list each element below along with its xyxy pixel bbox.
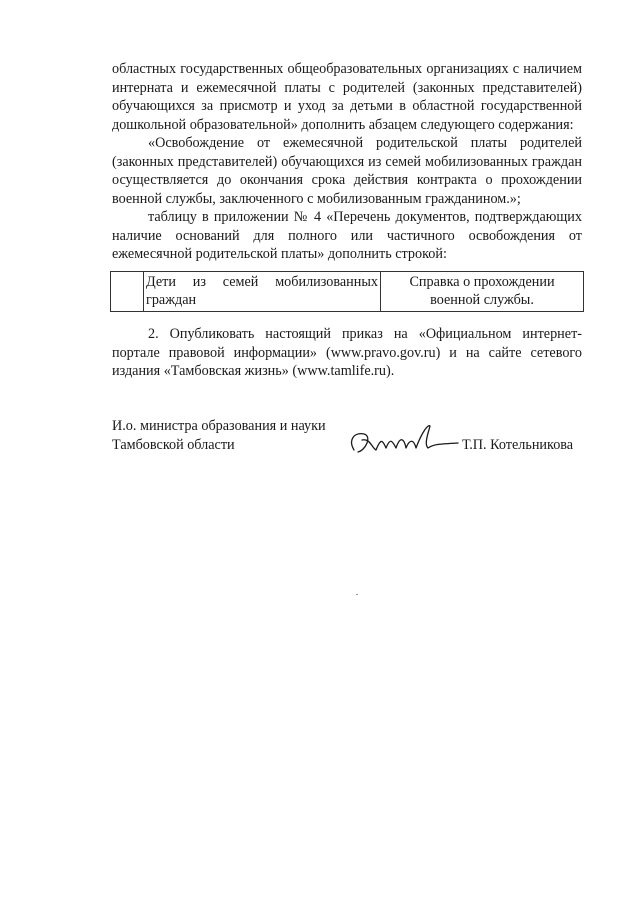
paragraph-exemption-text: «Освобождение от ежемесячной родительской платы родителей (законных представителей) обучающихся из семей мобилизованных граждан осуществляется до окончания срока действия контракта о прохождении военной службы, заключенного с мобилизованным гражданином.»; xyxy=(112,135,582,207)
handwritten-signature xyxy=(340,410,460,460)
amendment-table xyxy=(110,271,584,312)
paragraph-table-amendment: таблицу в приложении № 4 «Перечень документов, подтверждающих наличие оснований для полного или частичного освобождения от ежемесячной родительской платы» дополнить строкой: xyxy=(112,209,582,263)
scan-speck xyxy=(356,594,358,595)
table-row xyxy=(111,272,584,312)
signatory-position-line1: И.о. министра образования и науки xyxy=(112,418,326,434)
table-cell-number xyxy=(111,272,144,312)
paragraph-publication: 2. Опубликовать настоящий приказ на «Официальном интернет-портале правовой информации» (www.pravo.gov.ru) и на сайте сетевого издания «Тамбовская жизнь» (www.tamlife.ru). xyxy=(112,326,582,380)
table-cell-category: Дети из семей мобилизованных граждан xyxy=(144,272,381,312)
signatory-name: Т.П. Котельникова xyxy=(462,437,574,453)
paragraph-continuation: областных государственных общеобразовательных организациях с наличием интерната и ежемесячной платы с родителей (законных представителей) обучающихся за присмотр и уход за детьми в областной государственной дошкольной образовательной» дополнить абзацем следующего содержания: xyxy=(112,61,582,133)
signatory-position xyxy=(112,417,326,455)
signatory-position-line2: Тамбовской области xyxy=(112,437,235,453)
table-cell-document: Справка о прохождении военной службы. xyxy=(381,272,584,312)
